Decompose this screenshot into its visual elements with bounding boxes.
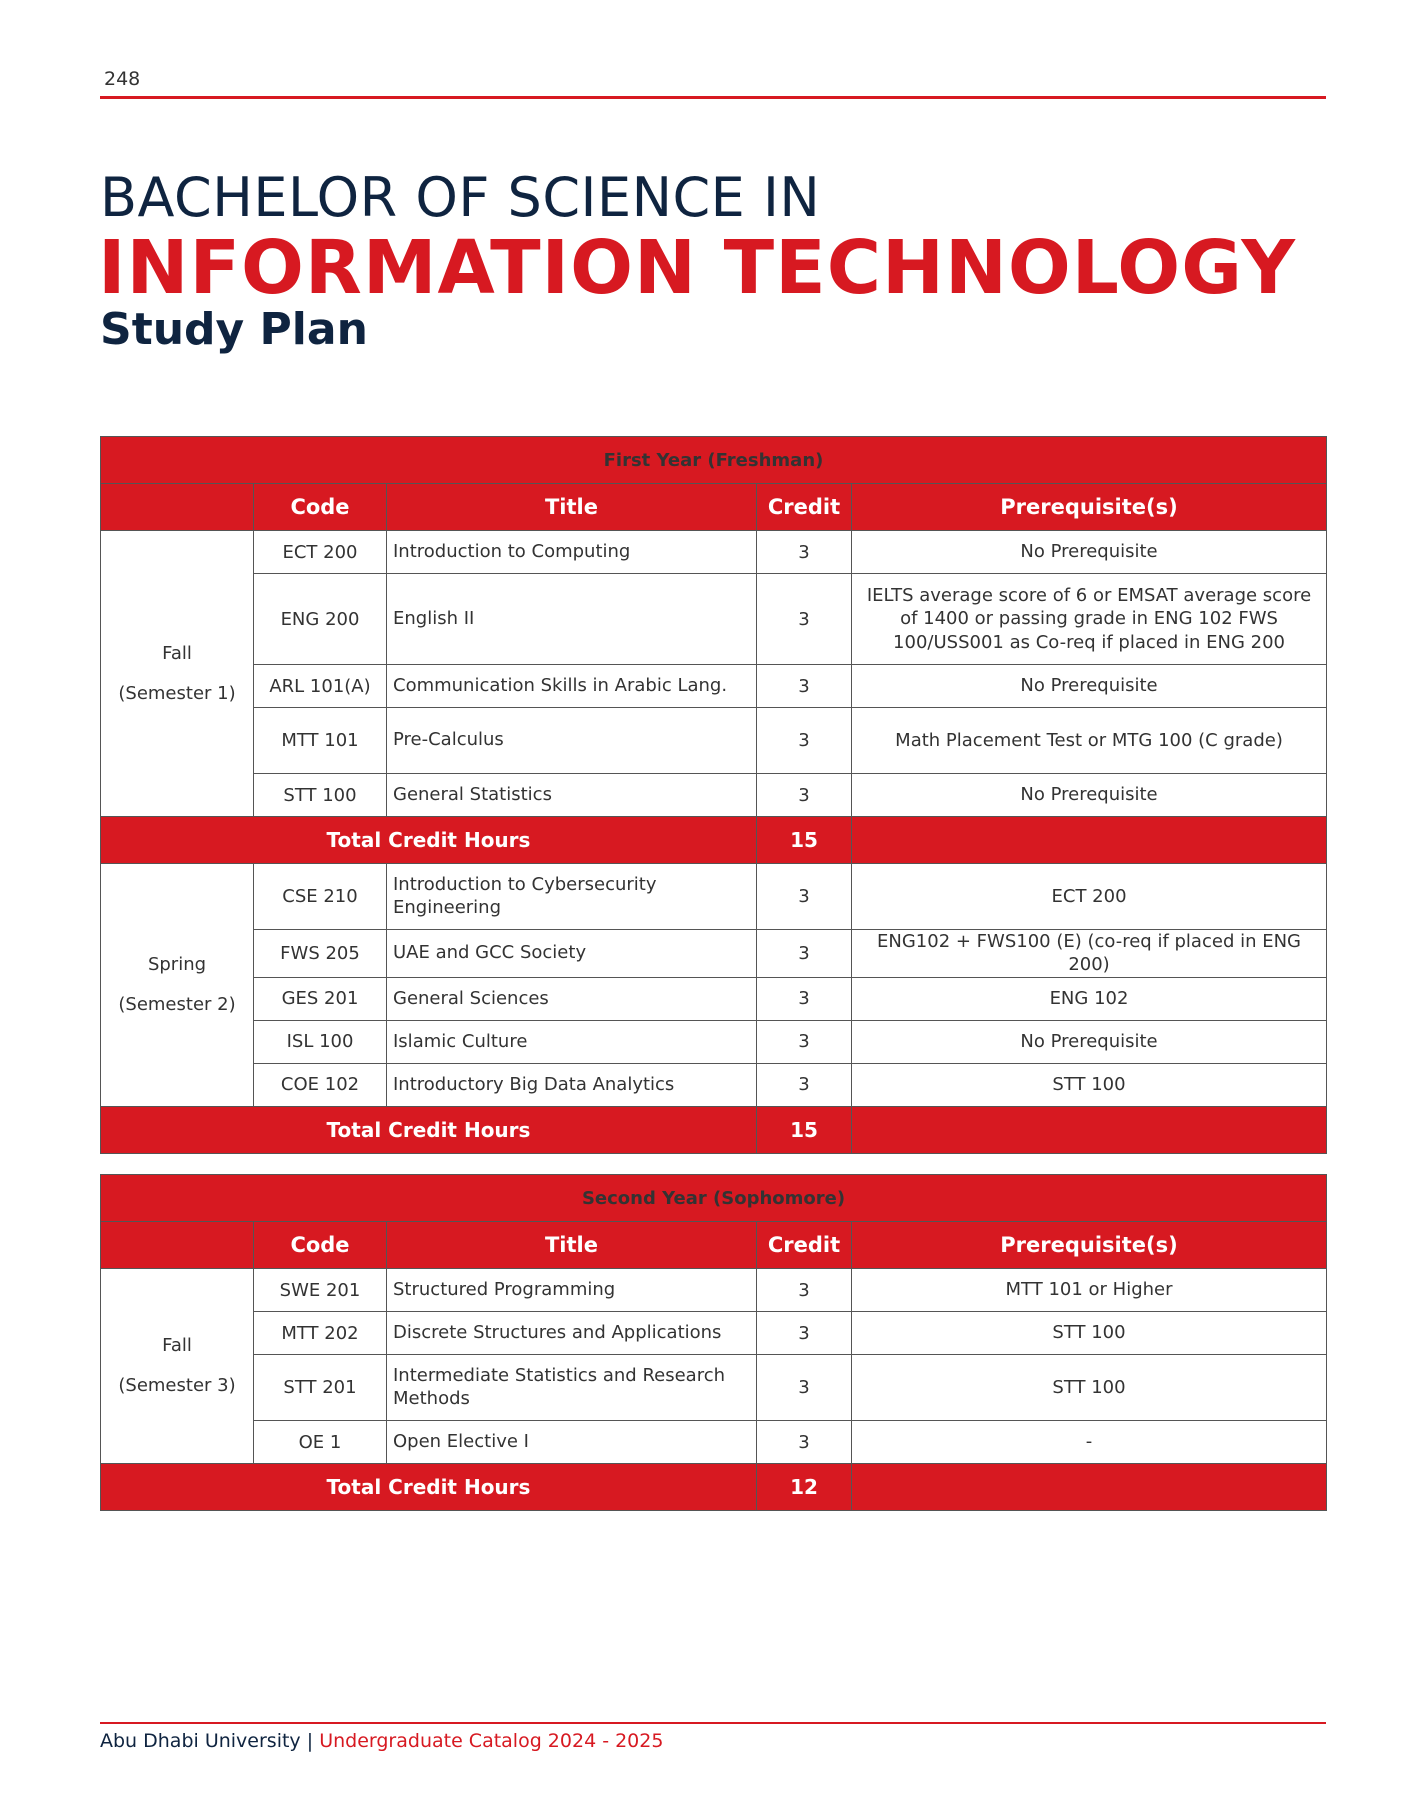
course-prereq: No Prerequisite [852, 1020, 1327, 1063]
course-prereq: ENG 102 [852, 977, 1327, 1020]
course-code: STT 100 [254, 774, 387, 817]
table-row [101, 774, 1327, 817]
course-prereq: Math Placement Test or MTG 100 (C grade) [852, 708, 1327, 774]
table-row [101, 1063, 1327, 1106]
footer-catalog: Undergraduate Catalog 2024 - 2025 [319, 1730, 664, 1752]
course-credit: 3 [757, 774, 852, 817]
course-credit: 3 [757, 1355, 852, 1421]
column-header-prereq: Prerequisite(s) [852, 484, 1327, 531]
total-row [101, 1464, 1327, 1511]
course-code: MTT 202 [254, 1312, 387, 1355]
table-row [101, 574, 1327, 665]
course-code: ENG 200 [254, 574, 387, 665]
total-row [101, 1106, 1327, 1153]
course-code: GES 201 [254, 977, 387, 1020]
course-title: Discrete Structures and Applications [387, 1312, 757, 1355]
semester-name: Fall [162, 642, 192, 664]
total-row [101, 817, 1327, 864]
semester-number: (Semester 3) [118, 1375, 236, 1396]
course-credit: 3 [757, 977, 852, 1020]
footer-separator: | [306, 1730, 314, 1752]
year-heading: First Year (Freshman) [101, 437, 1327, 484]
total-credit: 15 [757, 1106, 852, 1153]
table-row [101, 708, 1327, 774]
course-prereq: MTT 101 or Higher [852, 1269, 1327, 1312]
footer-rule [100, 1722, 1326, 1724]
column-header-code: Code [254, 1222, 387, 1269]
semester-name: Spring [147, 953, 207, 975]
course-title: Introduction to Computing [387, 531, 757, 574]
course-code: SWE 201 [254, 1269, 387, 1312]
table-row [101, 864, 1327, 930]
total-label: Total Credit Hours [101, 1464, 757, 1511]
column-header-empty [101, 484, 254, 531]
course-prereq: STT 100 [852, 1355, 1327, 1421]
semester-label [101, 864, 254, 1107]
course-code: CSE 210 [254, 864, 387, 930]
column-header-prereq: Prerequisite(s) [852, 1222, 1327, 1269]
course-code: STT 201 [254, 1355, 387, 1421]
course-prereq: - [852, 1421, 1327, 1464]
semester-name: Fall [162, 1335, 192, 1356]
course-code: MTT 101 [254, 708, 387, 774]
semester-number: (Semester 1) [118, 682, 236, 704]
course-title: UAE and GCC Society [387, 930, 757, 978]
course-title: Open Elective I [387, 1421, 757, 1464]
footer [100, 1730, 663, 1752]
course-code: FWS 205 [254, 930, 387, 978]
course-title: Introduction to Cybersecurity Engineering [387, 864, 757, 930]
total-label: Total Credit Hours [101, 817, 757, 864]
course-prereq: No Prerequisite [852, 531, 1327, 574]
degree-title-line1: BACHELOR OF SCIENCE IN [100, 166, 821, 229]
course-title: General Statistics [387, 774, 757, 817]
second-year-table [100, 1174, 1326, 1511]
course-credit: 3 [757, 1063, 852, 1106]
total-label: Total Credit Hours [101, 1106, 757, 1153]
column-header-row [101, 484, 1327, 531]
course-title: Introductory Big Data Analytics [387, 1063, 757, 1106]
course-credit: 3 [757, 1020, 852, 1063]
table-row [101, 1269, 1327, 1312]
column-header-credit: Credit [757, 484, 852, 531]
course-prereq: ECT 200 [852, 864, 1327, 930]
course-title: General Sciences [387, 977, 757, 1020]
course-code: ECT 200 [254, 531, 387, 574]
course-title: Pre-Calculus [387, 708, 757, 774]
course-credit: 3 [757, 864, 852, 930]
column-header-code: Code [254, 484, 387, 531]
study-plan-table [100, 436, 1327, 1154]
table-row [101, 1020, 1327, 1063]
course-credit: 3 [757, 665, 852, 708]
total-empty [852, 1106, 1327, 1153]
course-prereq: No Prerequisite [852, 774, 1327, 817]
course-credit: 3 [757, 1269, 852, 1312]
course-title: English II [387, 574, 757, 665]
column-header-empty [101, 1222, 254, 1269]
course-credit: 3 [757, 531, 852, 574]
course-title: Structured Programming [387, 1269, 757, 1312]
course-code: COE 102 [254, 1063, 387, 1106]
first-year-table [100, 436, 1326, 1154]
course-prereq: IELTS average score of 6 or EMSAT average score of 1400 or passing grade in ENG 102 FWS 100/USS001 as Co-req if placed in ENG 200 [852, 574, 1327, 665]
course-code: ARL 101(A) [254, 665, 387, 708]
year-heading: Second Year (Sophomore) [101, 1175, 1327, 1222]
course-credit: 3 [757, 1421, 852, 1464]
course-credit: 3 [757, 1312, 852, 1355]
column-header-row [101, 1222, 1327, 1269]
course-credit: 3 [757, 708, 852, 774]
total-credit: 12 [757, 1464, 852, 1511]
course-credit: 3 [757, 930, 852, 978]
footer-university: Abu Dhabi University [100, 1730, 301, 1752]
table-row [101, 531, 1327, 574]
course-title: Communication Skills in Arabic Lang. [387, 665, 757, 708]
degree-title-line2: INFORMATION TECHNOLOGY [98, 225, 1296, 311]
course-title: Islamic Culture [387, 1020, 757, 1063]
column-header-title: Title [387, 484, 757, 531]
header-rule [100, 96, 1326, 99]
table-row [101, 1421, 1327, 1464]
total-credit: 15 [757, 817, 852, 864]
table-row [101, 1355, 1327, 1421]
semester-number: (Semester 2) [118, 993, 236, 1015]
course-prereq: No Prerequisite [852, 665, 1327, 708]
course-title: Intermediate Statistics and Research Methods [387, 1355, 757, 1421]
column-header-title: Title [387, 1222, 757, 1269]
study-plan-title: Study Plan [100, 304, 368, 355]
total-empty [852, 1464, 1327, 1511]
course-prereq: STT 100 [852, 1312, 1327, 1355]
course-prereq: ENG102 + FWS100 (E) (co-req if placed in ENG 200) [852, 930, 1327, 978]
table-row [101, 930, 1327, 978]
table-row [101, 665, 1327, 708]
semester-label [101, 1269, 254, 1464]
column-header-credit: Credit [757, 1222, 852, 1269]
course-code: ISL 100 [254, 1020, 387, 1063]
study-plan-table [100, 1174, 1327, 1511]
table-row [101, 1312, 1327, 1355]
course-credit: 3 [757, 574, 852, 665]
course-prereq: STT 100 [852, 1063, 1327, 1106]
page-number: 248 [104, 68, 141, 90]
table-row [101, 977, 1327, 1020]
total-empty [852, 817, 1327, 864]
course-code: OE 1 [254, 1421, 387, 1464]
semester-label [101, 531, 254, 817]
